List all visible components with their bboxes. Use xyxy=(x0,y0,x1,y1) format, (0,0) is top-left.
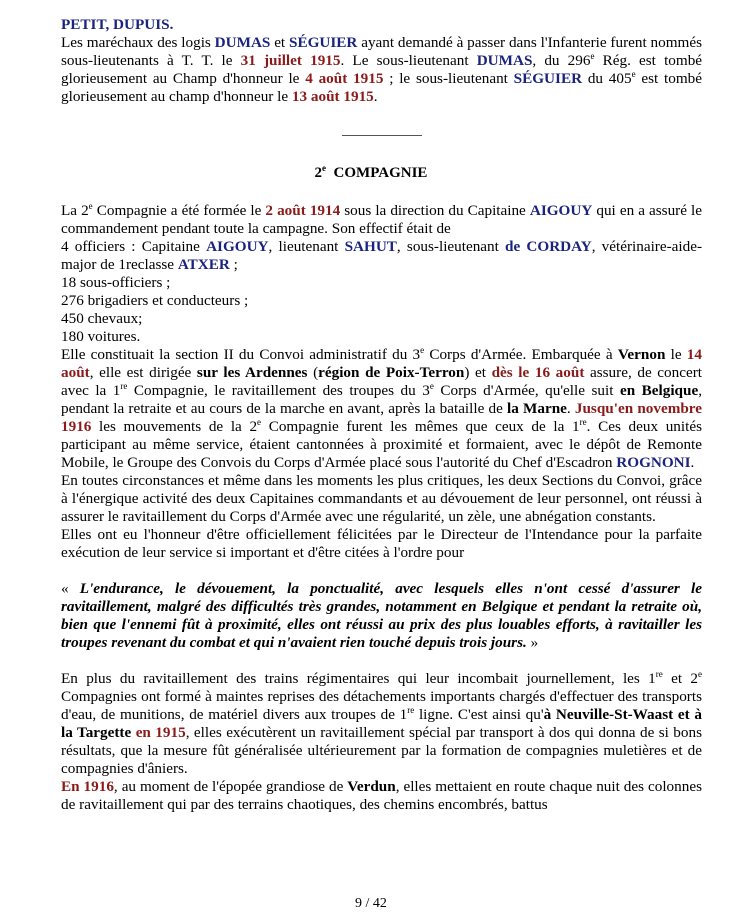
paragraph-campaign: Elle constituait la section II du Convoi administratif du 3e Corps d'Armée. Embarquée à Vernon le 14 août, elle est dirigée sur les Ardennes (région de Poix-Terron) et dès le 16 août assure, de concert avec la 1re Compagnie, le ravitaillement des troupes du 3e Corps d'Armée, qu'elle suit en Belgique, pendant la retraite et au cours de la marche en avant, après la bataille de la Marne. Jusqu'en novembre 1916 les mouvements de la 2e Compagnie furent les mêmes que ceux de la 1re. Ces deux unités participant au même service, étaient cantonnées à proximité et formaient, avec le dépôt de Remonte Mobile, le Groupe des Convois du Corps d'Armée placé sous l'autorité du Chef d'Escadron ROGNONI. xyxy=(61,345,703,471)
date-4-aout-1915: 4 août 1915 xyxy=(305,70,384,87)
main-body xyxy=(61,202,702,814)
separator-rule xyxy=(342,135,422,136)
name-seguier: SÉGUIER xyxy=(289,34,358,51)
paragraph-verdun: En 1916, au moment de l'épopée grandiose de Verdun, elles mettaient en route chaque nuit des colonnes de ravitaillement qui par des terrains chaotiques, des chemins encombrés, battus xyxy=(61,778,702,813)
date-31-juillet-1915: 31 juillet 1915 xyxy=(240,52,341,69)
effectif-item: 18 sous-officiers ; xyxy=(61,274,171,291)
paragraph-formation: La 2e Compagnie a été formée le 2 août 1914 sous la direction du Capitaine AIGOUY qui en a assuré le commandement pendant toute la campagne. Son effectif était de xyxy=(61,201,702,237)
intro-line-1: PETIT, DUPUIS. xyxy=(61,16,174,33)
paragraph-circumstances: En toutes circonstances et même dans les moments les plus critiques, les deux Sections du Convoi, grâce à l'énergique activité des deux Capitaines commandants et au dévouement de leur personnel, ont réussi à assurer le ravitaillement du Corps d'Armée avec une régularité, un zèle, une abnégation constants. xyxy=(61,472,702,525)
paragraph-citation-intro: Elles ont eu l'honneur d'être officiellement félicitées par le Directeur de l'Intendance pour la parfaite exécution de leur service si important et d'être citées à l'ordre pour xyxy=(61,526,702,561)
effectif-item: 450 chevaux; xyxy=(61,310,143,327)
paragraph-ravitaillement: En plus du ravitaillement des trains régimentaires qui leur incombait journellement, les 1re et 2e Compagnies ont formé à maintes reprises des détachements importants chargés d'effectuer des transports d'eau, de munitions, de matériel divers aux troupes de 1re ligne. C'est ainsi qu'à Neuville-St-Waast et à la Targette en 1915, elles exécutèrent un ravitaillement spécial par transport à dos qui donna de si bons résultats, que la mesure fût généralisée ultérieurement par la formation de compagnies muletières et de compagnies d'âniers. xyxy=(61,669,703,777)
paragraph-officers: 4 officiers : Capitaine AIGOUY, lieutenant SAHUT, sous-lieutenant de CORDAY, vétérinaire-aide-major de 1reclasse ATXER ; xyxy=(61,238,703,273)
name-dupuis: DUPUIS xyxy=(113,16,170,33)
date-13-aout-1915: 13 août 1915 xyxy=(291,88,374,105)
effectif-item: 276 brigadiers et conducteurs ; xyxy=(61,292,249,309)
page-number: 9 / 42 xyxy=(355,896,387,911)
name-petit: PETIT xyxy=(61,16,106,33)
section-heading: 2e COMPAGNIE xyxy=(314,163,428,181)
intro-paragraph: Les maréchaux des logis DUMAS et SÉGUIER ayant demandé à passer dans l'Infanterie furent nommés sous-lieutenants à T. T. le 31 juillet 1915. Le sous-lieutenant DUMAS, du 296e Rég. est tombé glorieusement au Champ d'honneur le 4 août 1915 ; le sous-lieutenant SÉGUIER du 405e est tombé glorieusement au champ d'honneur le 13 août 1915. xyxy=(61,34,703,105)
effectif-item: 180 voitures. xyxy=(61,328,141,345)
name-dumas: DUMAS xyxy=(214,34,271,51)
intro-block xyxy=(61,16,702,106)
citation-quote: « L'endurance, le dévouement, la ponctualité, avec lesquels elles n'ont cessé d'assurer le ravitaillement, malgré des difficultés très grandes, notamment en Belgique et pendant la retraite où, bien que l'ennemi fût à proximité, elles ont réussi au prix des plus louables efforts, à ravitailler les troupes revenant du combat et qui n'avaient rien touché depuis trois jours. » xyxy=(61,580,703,651)
